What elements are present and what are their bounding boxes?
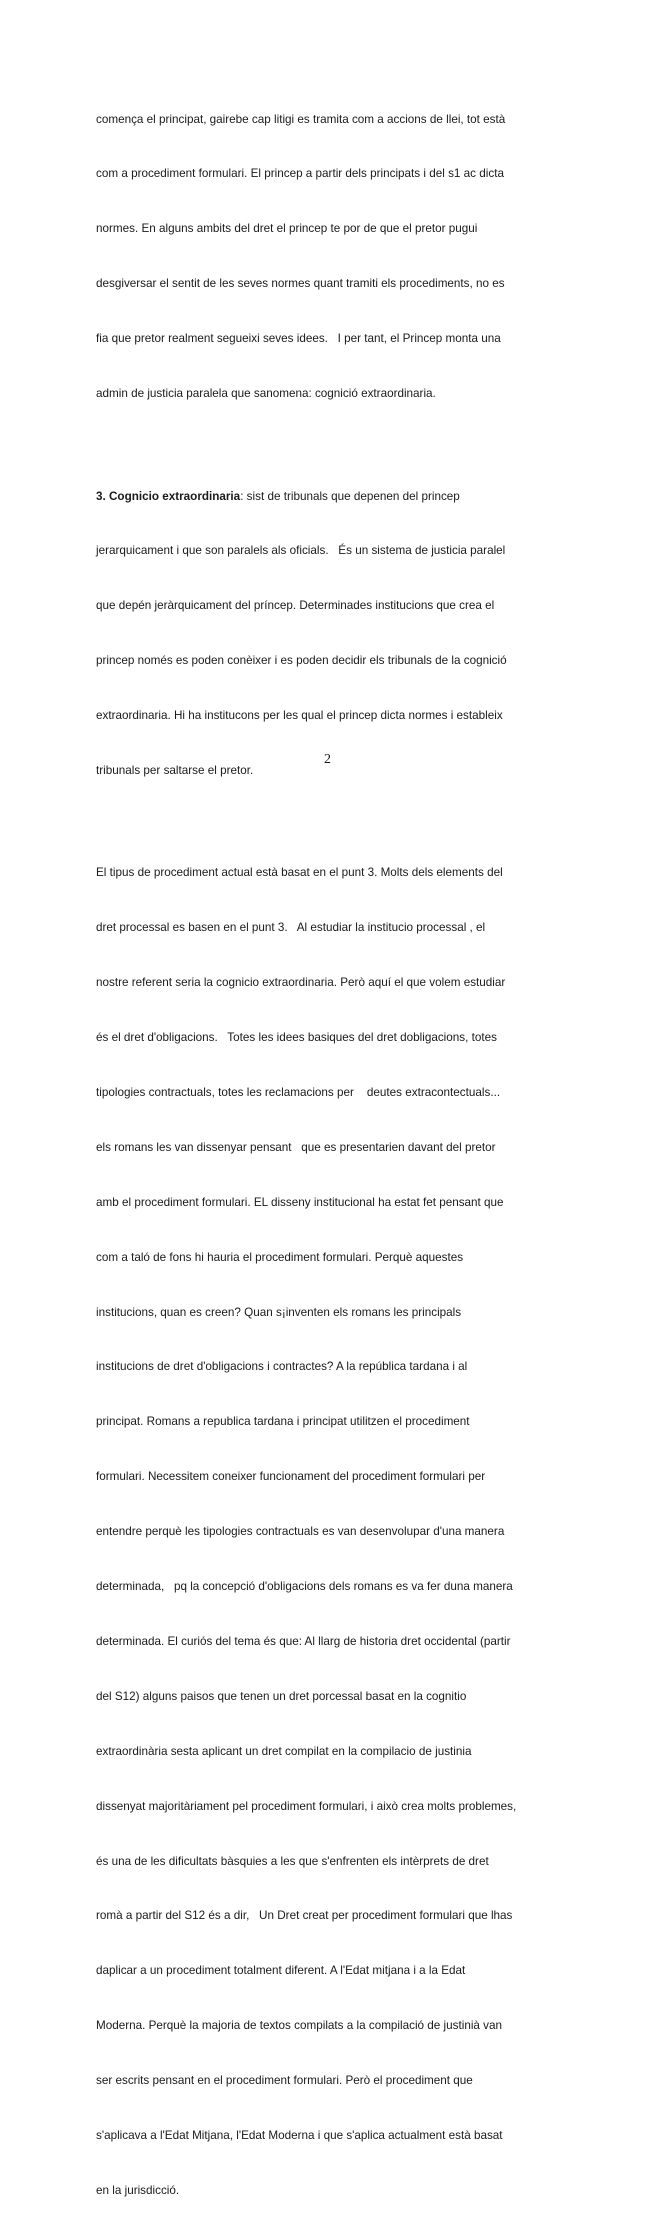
text-line: El tipus de procediment actual està basat en el punt 3. Molts dels elements del (96, 866, 503, 880)
text-line: és el dret d'obligacions. Totes les idees basiques del dret dobligacions, totes (96, 1031, 497, 1045)
paragraph-principat (96, 74, 562, 440)
text-line: del S12) alguns paisos que tenen un dret porcessal basat en la cognitio (96, 1689, 467, 1703)
text-line: institucions, quan es creen? Quan s¡inventen els romans les principals (96, 1305, 462, 1319)
text-line: desgiversar el sentit de les seves normes quant tramiti els procediments, no es (96, 277, 505, 291)
text-line: tipologies contractuals, totes les reclamacions per deutes extracontectuals... (96, 1086, 501, 1100)
text-line: determinada. El curiós del tema és que: Al llarg de historia dret occidental (partir (96, 1634, 511, 1648)
text-line: formulari. Necessitem coneixer funcionament del procediment formulari per (96, 1470, 486, 1484)
text-line: determinada, pq la concepció d'obligacions dels romans es va fer duna manera (96, 1580, 513, 1594)
page-number: 2 (324, 752, 331, 767)
text-line: entendre perquè les tipologies contractuals es van desenvolupar d'una manera (96, 1525, 505, 1539)
text-line: principat. Romans a republica tardana i principat utilitzen el procediment (96, 1415, 470, 1429)
text-line: els romans les van dissenyar pensant que es presentarien davant del pretor (96, 1140, 496, 1154)
text-line (96, 488, 562, 506)
text-line: nostre referent seria la cognicio extraordinaria. Però aquí el que volem estudiar (96, 976, 506, 990)
text-line: que depén jeràrquicament del príncep. Determinades institucions que crea el (96, 599, 495, 613)
text-line: dret processal es basen en el punt 3. Al estudiar la institucio processal , el (96, 921, 486, 935)
text-line: normes. En alguns ambits del dret el princep te por de que el pretor pugui (96, 222, 478, 236)
text-line: en la jurisdicció. (96, 2183, 180, 2197)
text-line: com a taló de fons hi hauria el procediment formulari. Perquè aquestes (96, 1250, 464, 1264)
text-line: daplicar a un procediment totalment diferent. A l'Edat mitjana i a la Edat (96, 1964, 466, 1978)
text-line: romà a partir del S12 és a dir, Un Dret creat per procediment formulari que lhas (96, 1909, 513, 1923)
section-heading: 3. Cognicio extraordinaria (96, 489, 241, 503)
text-line: com a procediment formulari. El princep a partir dels principats i del s1 ac dicta (96, 167, 504, 181)
heading-continuation: : sist de tribunals que depenen del princep (240, 489, 460, 503)
text-line: institucions de dret d'obligacions i contractes? A la república tardana i al (96, 1360, 468, 1374)
text-line: fia que pretor realment segueixi seves idees. I per tant, el Princep monta una (96, 332, 501, 346)
paragraph-procediment-actual (96, 828, 562, 2237)
text-line: dissenyat majoritàriament pel procediment formulari, i això crea molts problemes, (96, 1799, 517, 1813)
text-line: jerarquicament i que son paralels als oficials. És un sistema de justicia paralel (96, 544, 506, 558)
document-body (96, 74, 562, 2237)
text-line: ser escrits pensant en el procediment formulari. Però el procediment que (96, 2074, 473, 2088)
text-line: s'aplicava a l'Edat Mitjana, l'Edat Moderna i que s'aplica actualment està basat (96, 2128, 503, 2142)
text-line: és una de les dificultats bàsquies a les que s'enfrenten els intèrprets de dret (96, 1854, 489, 1868)
text-line: extraordinaria. Hi ha institucons per les qual el princep dicta normes i estableix (96, 709, 503, 723)
text-line: extraordinària sesta aplicant un dret compilat en la compilacio de justinia (96, 1744, 472, 1758)
text-line: Moderna. Perquè la majoria de textos compilats a la compilació de justinià van (96, 2019, 503, 2033)
text-line: amb el procediment formulari. EL disseny institucional ha estat fet pensant que (96, 1195, 504, 1209)
text-line: princep només es poden conèixer i es poden decidir els tribunals de la cognició (96, 654, 507, 668)
text-line: comença el principat, gairebe cap litigi es tramita com a accions de llei, tot està (96, 112, 506, 126)
text-line: admin de justicia paralela que sanomena: cognició extraordinaria. (96, 387, 436, 401)
text-line: tribunals per saltarse el pretor. (96, 763, 254, 777)
